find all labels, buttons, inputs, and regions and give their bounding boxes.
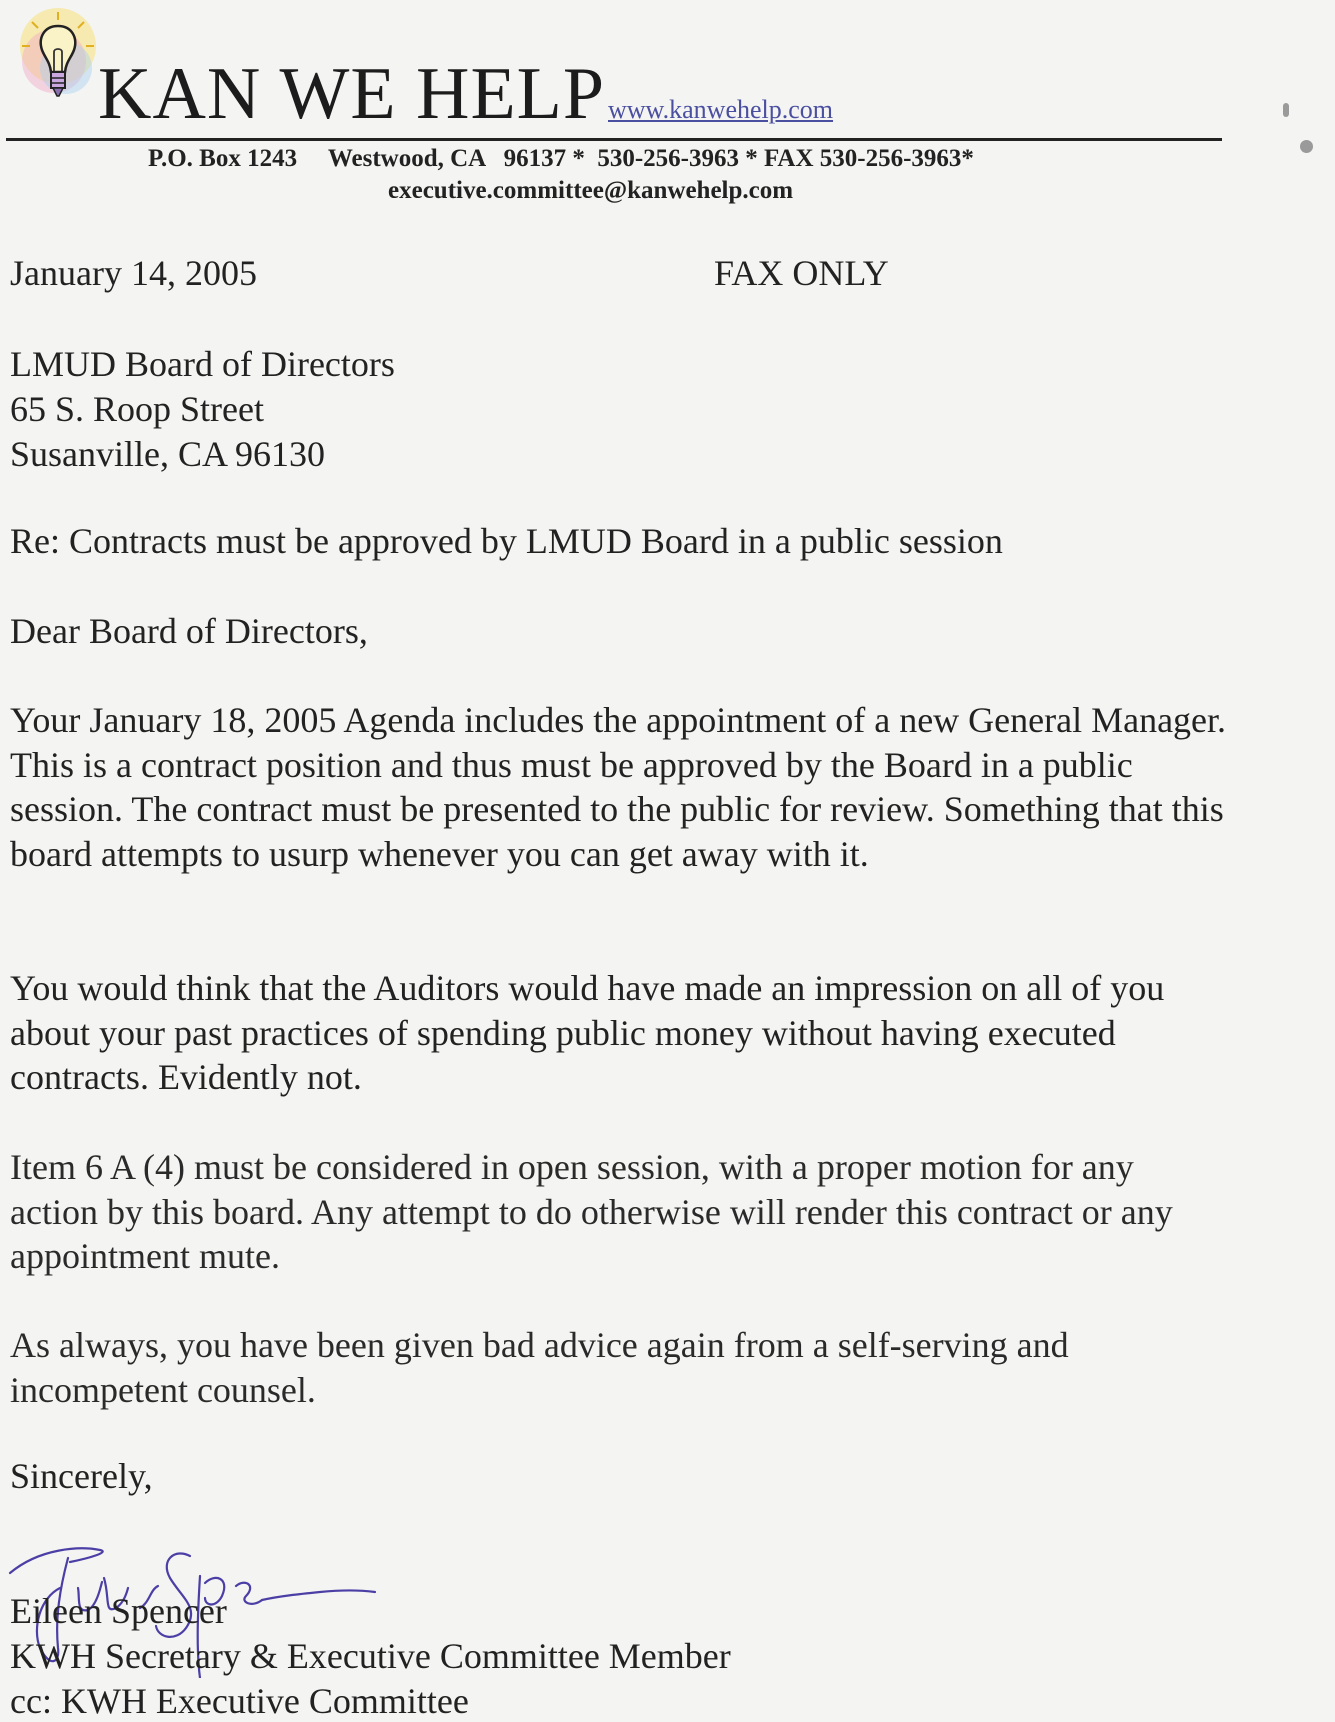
closing: Sincerely, <box>10 1456 153 1496</box>
body-paragraph: As always, you have been given bad advice again from a self-serving and incompetent counsel. <box>10 1325 1069 1410</box>
email-address: executive.committee@kanwehelp.com <box>388 177 794 204</box>
letter-date: January 14, 2005 <box>10 253 257 293</box>
signer-name: Eileen Spencer <box>10 1591 227 1631</box>
salutation: Dear Board of Directors, <box>10 611 368 651</box>
delivery-note: FAX ONLY <box>714 253 889 293</box>
website-link[interactable]: www.kanwehelp.com <box>608 95 834 124</box>
signer-title: KWH Secretary & Executive Committee Member <box>10 1636 731 1676</box>
body-paragraph: Your January 18, 2005 Agenda includes the appointment of a new General Manager. This is a contract position and thus must be approved by the Board in a public session. The contract must be presented to the public for review. Something that this board attempts to usurp whenever you can get away with it. <box>10 700 1227 874</box>
cc-line: cc: KWH Executive Committee <box>10 1681 469 1721</box>
recipient-address <box>10 342 395 477</box>
recipient-line: LMUD Board of Directors <box>10 344 395 384</box>
body-paragraph: You would think that the Auditors would have made an impression on all of you about your past practices of spending public money without having executed contracts. Evidently not. <box>10 968 1165 1097</box>
recipient-line: 65 S. Roop Street <box>10 389 265 429</box>
organization-name: KAN WE HELP <box>98 53 606 135</box>
scan-speck <box>1283 103 1289 117</box>
header-divider <box>6 138 1222 141</box>
body-paragraph: Item 6 A (4) must be considered in open session, with a proper motion for any action by this board. Any attempt to do otherwise will render this contract or any appointment mute. <box>10 1147 1173 1276</box>
scan-speck <box>1300 140 1313 153</box>
recipient-line: Susanville, CA 96130 <box>10 434 326 474</box>
lightbulb-icon <box>14 6 102 118</box>
subject-line: Re: Contracts must be approved by LMUD Board in a public session <box>10 521 1003 561</box>
address-line: P.O. Box 1243 Westwood, CA 96137 * 530-256-3963 * FAX 530-256-3963* <box>148 145 974 172</box>
